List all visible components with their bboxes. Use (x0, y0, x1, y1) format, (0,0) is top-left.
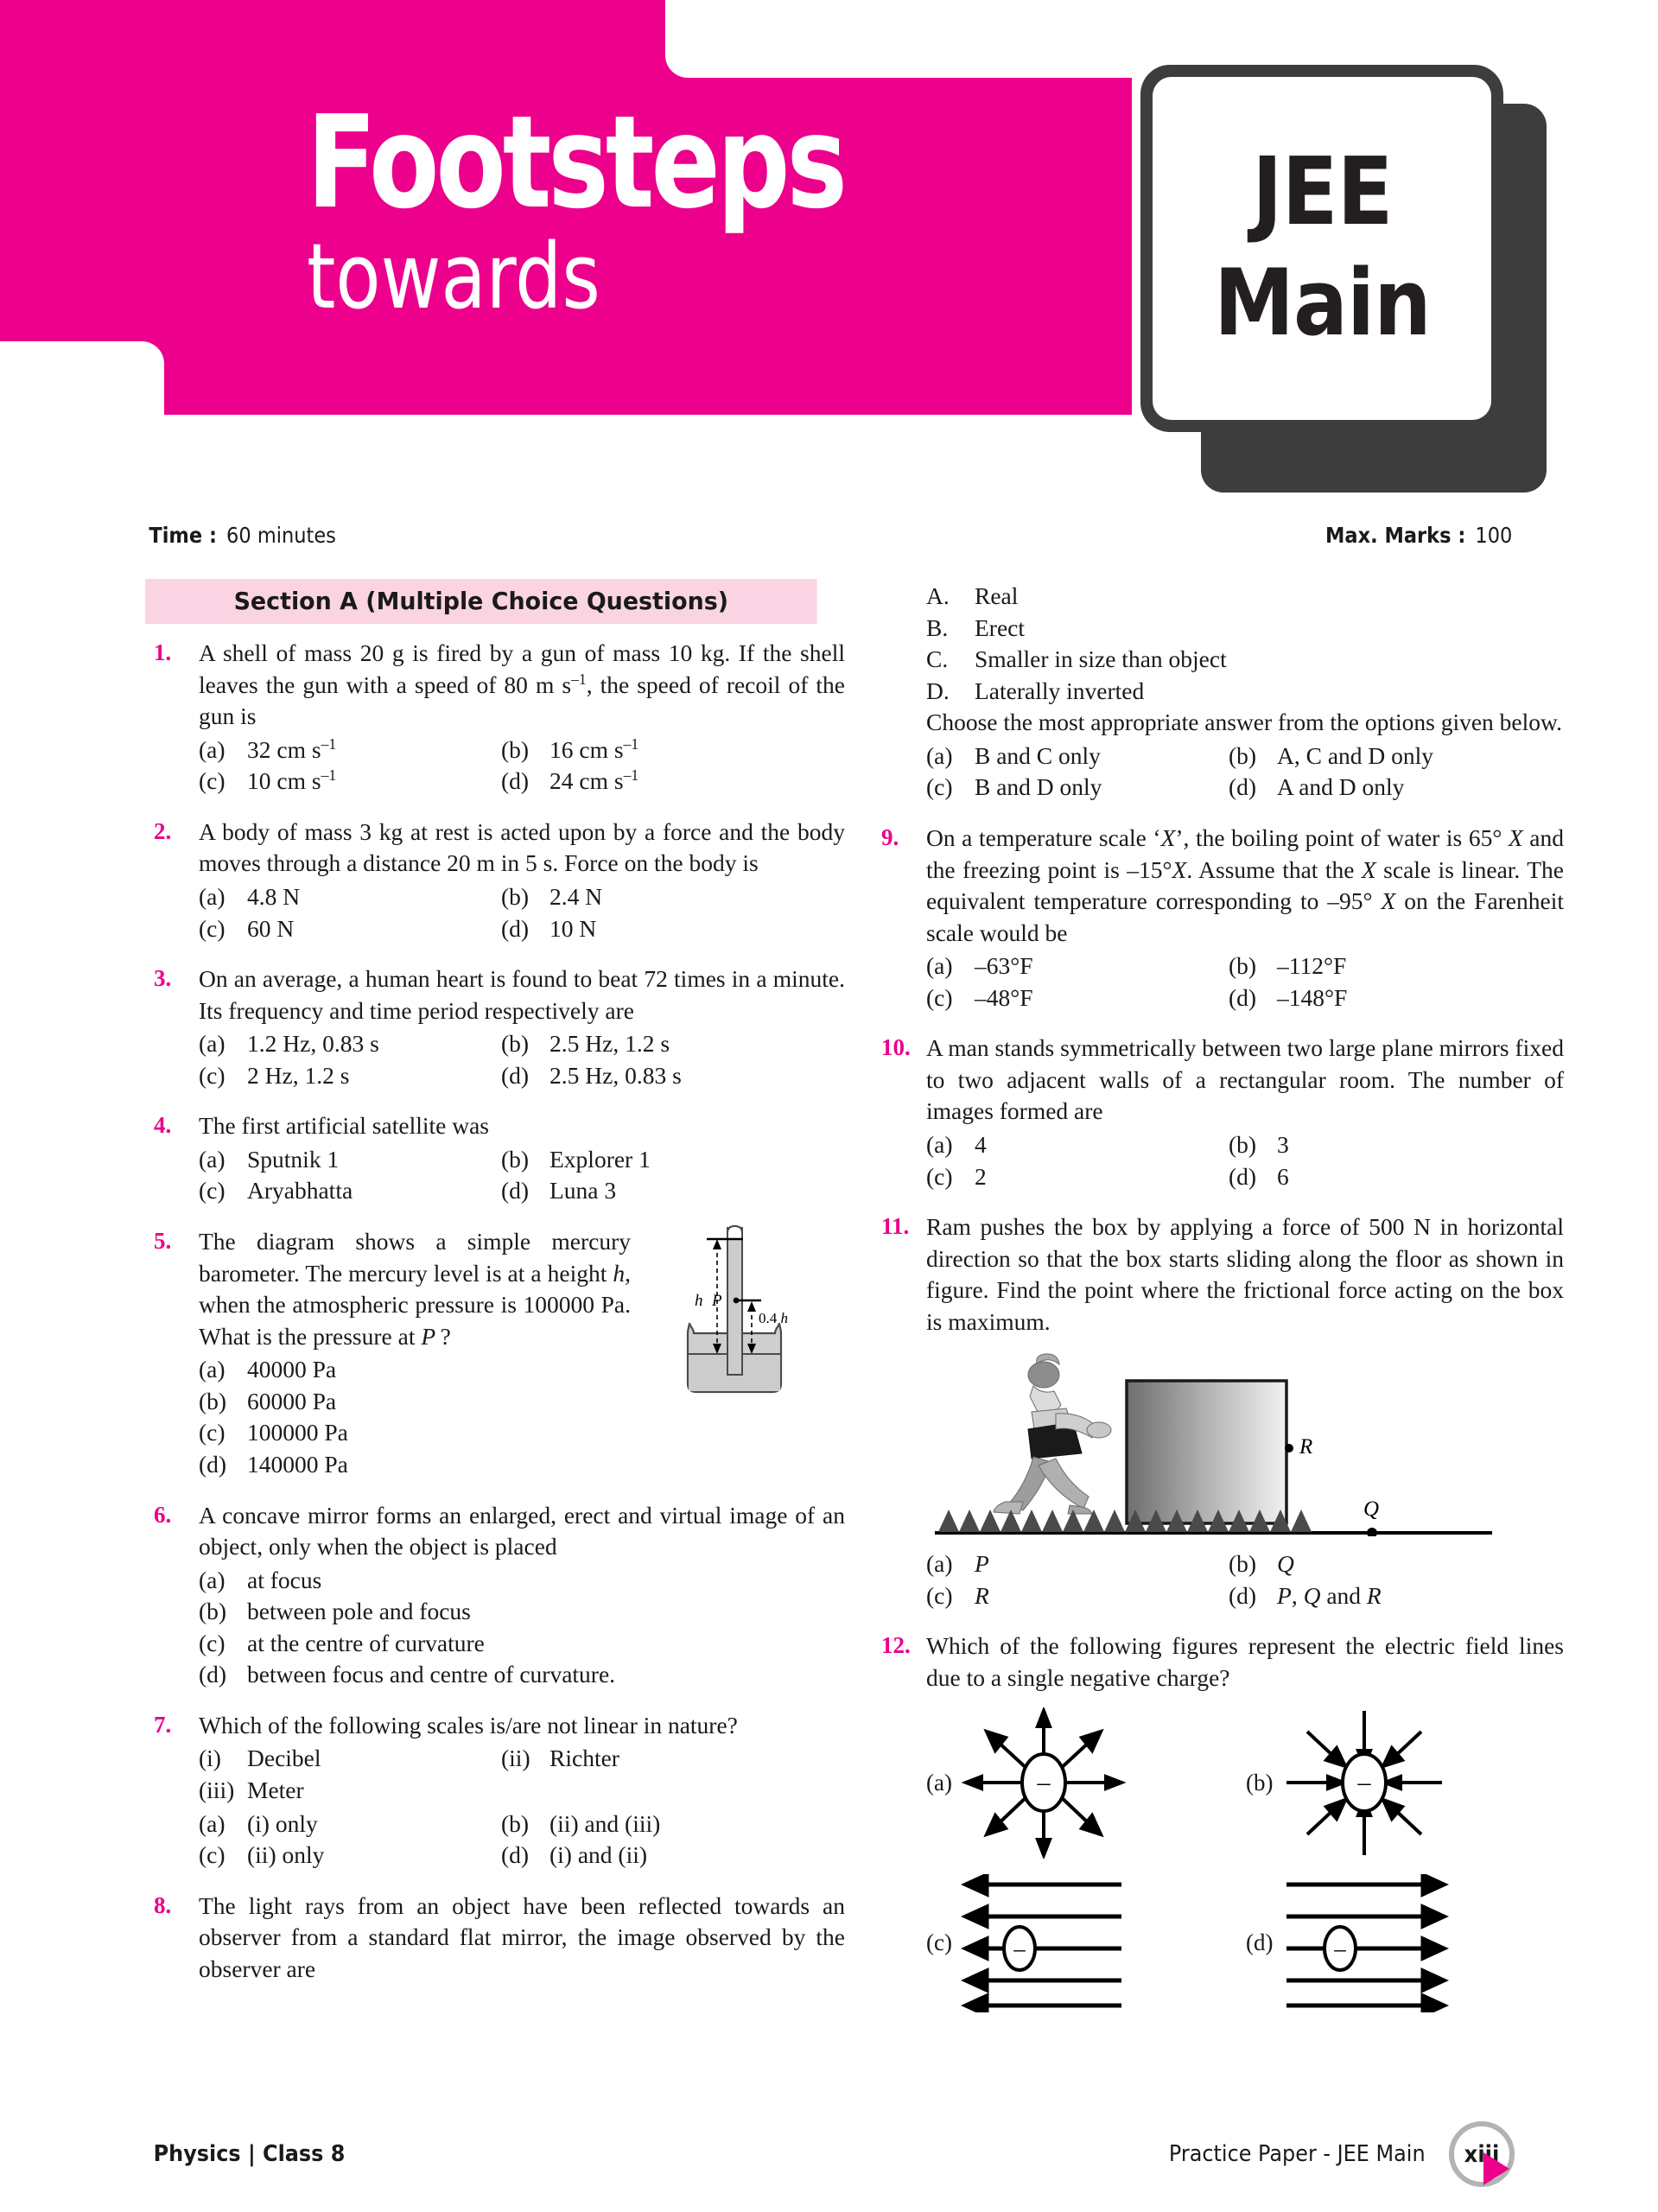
option-list (199, 1028, 845, 1091)
option-text: 60000 Pa (247, 1387, 337, 1414)
question-column-right (873, 579, 1564, 2031)
question-text: The diagram shows a simple mercury barometer. The mercury level is at a height h, when the atmospheric pressure is 100000 Pa. What is the pressure at P ? (199, 1228, 631, 1350)
option-text: P (975, 1549, 989, 1577)
option-d[interactable] (501, 1060, 845, 1092)
option-text: 2.5 Hz, 0.83 s (549, 1061, 682, 1089)
option-text: (ii) only (247, 1841, 325, 1869)
statement-label: (iii) (199, 1777, 235, 1803)
statement-label: (ii) (501, 1745, 530, 1772)
option-label: (a) (926, 1131, 953, 1158)
option-text: Q (1277, 1549, 1294, 1577)
option-label: (a) (199, 735, 226, 763)
uniform-right-field-icon (1278, 1874, 1464, 2012)
option-text: 1.2 Hz, 0.83 s (247, 1030, 379, 1058)
option-b[interactable] (501, 881, 845, 913)
option-list (926, 1129, 1564, 1192)
option-label: (d) (1229, 1162, 1257, 1190)
figure-label-Q: Q (1363, 1497, 1380, 1522)
option-a[interactable] (199, 1565, 845, 1597)
option-text: at the centre of curvature (247, 1629, 485, 1656)
option-b[interactable] (1229, 741, 1564, 772)
statement-i (199, 1743, 501, 1775)
option-c[interactable] (199, 1840, 501, 1872)
question-column-left (145, 579, 845, 2004)
statement-text: Smaller in size than object (975, 645, 1227, 673)
question-8-continued (873, 579, 1564, 804)
option-label: (c) (199, 1177, 226, 1205)
option-list (199, 734, 845, 798)
statement-label: (i) (199, 1745, 221, 1772)
brand-block (307, 88, 1084, 330)
play-triangle-icon (1483, 2152, 1509, 2185)
question-text: A body of mass 3 kg at rest is acted upon by a force and the body moves through a distance 20 m in 5 s. Force on the body is (199, 817, 845, 877)
option-b[interactable] (199, 1596, 845, 1628)
option-a[interactable] (199, 1144, 501, 1176)
section-a-header: Section A (Multiple Choice Questions) (145, 579, 817, 624)
marks-label: Max. Marks : (1324, 523, 1466, 548)
question-number: 1. (154, 639, 172, 665)
option-label: (b) (1229, 952, 1257, 980)
option-d[interactable] (1229, 1161, 1564, 1193)
figure-option-c[interactable] (926, 1874, 1246, 2012)
option-b[interactable] (1229, 950, 1564, 982)
option-label: (b) (501, 1809, 530, 1837)
option-label: (b) (1229, 1131, 1257, 1158)
option-label: (a) (926, 741, 953, 769)
figure-option-label: (d) (1246, 1929, 1274, 1956)
mercury-barometer-figure (664, 1223, 836, 1443)
page-footer (145, 2121, 1515, 2187)
option-text: –112°F (1277, 952, 1347, 980)
exam-meta-bar (145, 523, 1515, 548)
option-c[interactable] (926, 1580, 1229, 1612)
option-label: (d) (1229, 773, 1257, 801)
option-label: (a) (199, 1356, 226, 1383)
option-d[interactable] (501, 766, 845, 798)
option-text: 10 N (549, 914, 597, 942)
option-list (926, 1548, 1564, 1611)
option-text: B and D only (975, 773, 1102, 801)
pink-banner-notch-bottom-left (0, 341, 164, 419)
option-c[interactable] (926, 772, 1229, 804)
option-text: between pole and focus (247, 1598, 471, 1625)
option-text: (i) only (247, 1809, 318, 1837)
option-a[interactable] (199, 1808, 501, 1840)
statement-a (926, 581, 1564, 613)
statement-text: Laterally inverted (975, 677, 1145, 704)
figure-label-R: R (1299, 1435, 1313, 1459)
question-1 (145, 638, 845, 798)
question-text: A concave mirror forms an enlarged, erect and virtual image of an object, only when the object is placed (199, 1501, 845, 1560)
negative-charge-sign: – (1334, 1936, 1347, 1962)
jee-badge-line1: JEE (1251, 137, 1393, 246)
option-label: (c) (199, 1629, 226, 1656)
option-label: (a) (199, 882, 226, 910)
option-label: (b) (501, 735, 530, 763)
option-b[interactable] (501, 1144, 845, 1176)
page-number-badge (1449, 2121, 1515, 2187)
option-a[interactable] (199, 881, 501, 913)
question-number: 5. (154, 1228, 172, 1254)
radial-outward-field-icon (957, 1707, 1130, 1859)
field-figure-row-1 (926, 1707, 1564, 1859)
option-text: 32 cm $s^{-1}$ (247, 734, 337, 763)
negative-charge-sign: – (1013, 1936, 1026, 1962)
option-a[interactable] (199, 1028, 501, 1060)
uniform-left-field-icon (957, 1874, 1143, 2012)
option-label: (c) (926, 773, 953, 801)
option-label: (d) (1229, 1581, 1257, 1609)
figure-option-label: (c) (926, 1929, 952, 1956)
field-figure-row-2 (926, 1874, 1564, 2012)
option-label: (a) (926, 1549, 953, 1577)
statement-text: Richter (549, 1745, 619, 1772)
option-text: 4 (975, 1131, 987, 1158)
question-text: On an average, a human heart is found to beat 72 times in a minute. Its frequency and time period respectively are (199, 965, 845, 1024)
question-3 (145, 963, 845, 1091)
option-text: between focus and centre of curvature. (247, 1661, 616, 1688)
question-text: Which of the following scales is/are not linear in nature? (199, 1711, 738, 1738)
option-text: 6 (1277, 1162, 1289, 1190)
question-number: 4. (154, 1112, 172, 1139)
statement-label: B. (926, 613, 949, 641)
question-number-spacer (873, 579, 926, 804)
marks-value: 100 (1475, 523, 1513, 548)
option-text: B and C only (975, 741, 1101, 769)
option-text: Aryabhatta (247, 1177, 353, 1205)
option-text: A, C and D only (1277, 741, 1434, 769)
option-text: 100000 Pa (247, 1419, 348, 1446)
option-d[interactable] (501, 913, 845, 945)
option-label: (b) (199, 1598, 227, 1625)
footer-paper-title: Practice Paper - JEE Main (1169, 2141, 1426, 2167)
option-label: (b) (501, 882, 530, 910)
option-c[interactable] (199, 1060, 501, 1092)
statement-text: Erect (975, 613, 1026, 641)
option-c[interactable] (926, 982, 1229, 1014)
option-label: (c) (199, 1841, 226, 1869)
question-number: 8. (154, 1891, 172, 1918)
option-text: 40000 Pa (247, 1356, 337, 1383)
option-list (926, 950, 1564, 1014)
option-text: (i) and (ii) (549, 1841, 648, 1869)
statement-text: Decibel (247, 1745, 321, 1772)
option-c[interactable] (199, 1628, 845, 1660)
page-number: xiii (1464, 2140, 1500, 2168)
option-text: 10 cm $s^{-1}$ (247, 766, 337, 795)
negative-charge-sign: – (1357, 1768, 1371, 1797)
question-8 (145, 1891, 845, 1986)
option-label: (a) (199, 1566, 226, 1593)
option-list (926, 741, 1564, 804)
pink-banner-notch-top-right (665, 0, 1136, 78)
option-label: (c) (199, 1419, 226, 1446)
question-instruction: Choose the most appropriate answer from the options given below. (926, 709, 1562, 736)
option-b[interactable] (501, 1028, 845, 1060)
brand-subtitle: towards (307, 224, 600, 330)
question-text: The first artificial satellite was (199, 1112, 489, 1140)
option-a[interactable] (926, 1548, 1229, 1580)
statement-label: D. (926, 677, 950, 704)
option-list (199, 1565, 845, 1691)
option-a[interactable] (926, 741, 1229, 772)
statement-b (926, 613, 1564, 645)
option-label: (d) (1229, 983, 1257, 1011)
option-label: (a) (926, 952, 953, 980)
option-label: (c) (926, 983, 953, 1011)
question-number: 12. (881, 1632, 911, 1659)
statement-list (199, 1743, 845, 1806)
question-number: 11. (881, 1213, 910, 1240)
option-d[interactable] (1229, 772, 1564, 804)
option-label: (c) (199, 1061, 226, 1089)
statement-label: C. (926, 645, 949, 673)
option-text: 4.8 N (247, 882, 301, 910)
option-b[interactable] (501, 1808, 845, 1840)
option-b[interactable] (1229, 1548, 1564, 1580)
option-label: (b) (199, 1387, 227, 1414)
option-d[interactable] (199, 1449, 845, 1481)
statement-text: Meter (247, 1777, 304, 1803)
option-label: (b) (501, 1145, 530, 1173)
question-9 (873, 823, 1564, 1014)
question-12 (873, 1630, 1564, 2012)
question-text: Which of the following figures represent the electric field lines due to a single negative charge? (926, 1632, 1564, 1691)
question-text: A man stands symmetrically between two large plane mirrors fixed to two adjacent walls of a rectangular room. The number of images formed are (926, 1034, 1564, 1125)
question-7 (145, 1710, 845, 1872)
push-box-figure (926, 1346, 1564, 1545)
question-number: 10. (881, 1034, 911, 1061)
option-d[interactable] (199, 1659, 845, 1691)
marks-info (1318, 523, 1515, 548)
figure-option-label: (a) (926, 1769, 952, 1796)
option-text: Sputnik 1 (247, 1145, 340, 1173)
option-text: Luna 3 (549, 1177, 617, 1205)
footer-right (1158, 2121, 1515, 2187)
option-text: 2 Hz, 1.2 s (247, 1061, 350, 1089)
radial-inward-field-icon (1278, 1707, 1451, 1859)
option-text: –63°F (975, 952, 1033, 980)
option-text: 16 cm $s^{-1}$ (549, 734, 639, 763)
option-a[interactable] (199, 734, 501, 766)
jee-main-badge (1140, 65, 1503, 432)
option-d[interactable] (1229, 982, 1564, 1014)
statement-d (926, 676, 1564, 708)
option-text: –148°F (1277, 983, 1348, 1011)
question-number: 7. (154, 1711, 172, 1738)
option-c[interactable] (926, 1161, 1229, 1193)
option-text: 140000 Pa (247, 1450, 348, 1478)
option-list (199, 1808, 845, 1872)
question-10 (873, 1033, 1564, 1192)
question-number: 3. (154, 965, 172, 992)
question-5 (145, 1226, 845, 1481)
option-text: 3 (1277, 1131, 1289, 1158)
option-c[interactable] (199, 913, 501, 945)
option-text: 2.4 N (549, 882, 603, 910)
question-number: 6. (154, 1501, 172, 1528)
option-label: (d) (199, 1450, 227, 1478)
option-label: (a) (199, 1030, 226, 1058)
question-number: 9. (881, 823, 899, 850)
jee-badge-line2: Main (1213, 249, 1431, 356)
option-a[interactable] (926, 1129, 1229, 1161)
option-text: R (975, 1581, 989, 1609)
question-number: 2. (154, 817, 172, 844)
option-text: Explorer 1 (549, 1145, 651, 1173)
barometer-label-P: P (712, 1292, 722, 1310)
option-text: A and D only (1277, 773, 1405, 801)
time-label: Time : (149, 523, 217, 548)
figure-option-d[interactable] (1246, 1874, 1464, 2012)
option-label: (c) (926, 1581, 953, 1609)
page-header (0, 0, 1658, 501)
option-list (199, 881, 845, 944)
option-text: at focus (247, 1566, 322, 1593)
question-2 (145, 817, 845, 944)
question-text: A shell of mass 20 g is fired by a gun of mass 10 kg. If the shell leaves the gun with a speed of 80 m $s^{-1}$, the speed of recoil of the gun is (199, 639, 845, 730)
option-d[interactable] (501, 1175, 845, 1207)
option-d[interactable] (501, 1840, 845, 1872)
option-label: (a) (199, 1809, 226, 1837)
question-text: On a temperature scale ‘X’, the boiling point of water is 65° X and the freezing point is –15°X. Assume that the X scale is linear. The equivalent temperature corresponding to –95° X on the Farenheit scale would be (926, 823, 1564, 946)
option-label: (d) (199, 1661, 227, 1688)
option-b[interactable] (1229, 1129, 1564, 1161)
figure-option-label: (b) (1246, 1769, 1274, 1796)
option-label: (b) (1229, 1549, 1257, 1577)
option-label: (d) (501, 767, 530, 795)
option-d[interactable] (1229, 1580, 1564, 1612)
option-label: (c) (199, 914, 226, 942)
option-label: (c) (199, 767, 226, 795)
question-text: Ram pushes the box by applying a force of 500 N in horizontal direction so that the box starts sliding along the floor as shown in figure. Find the point where the frictional force acting on the box is maximum. (926, 1213, 1564, 1335)
option-text: P, Q and R (1277, 1581, 1382, 1609)
statement-iii (199, 1775, 845, 1807)
option-label: (c) (926, 1162, 953, 1190)
brand-title: Footsteps (307, 88, 844, 237)
statement-text: Real (975, 582, 1019, 609)
statement-list (926, 581, 1564, 707)
option-c[interactable] (199, 1175, 501, 1207)
option-label: (b) (501, 1030, 530, 1058)
option-label: (d) (501, 1177, 530, 1205)
option-text: 2.5 Hz, 1.2 s (549, 1030, 670, 1058)
option-text: 60 N (247, 914, 295, 942)
figure-option-a[interactable] (926, 1707, 1246, 1859)
option-label: (b) (1229, 741, 1257, 769)
option-label: (d) (501, 1841, 530, 1869)
question-11 (873, 1211, 1564, 1611)
option-label: (d) (501, 914, 530, 942)
time-value: 60 minutes (226, 523, 337, 548)
option-text: 2 (975, 1162, 987, 1190)
question-4 (145, 1110, 845, 1207)
barometer-label-h: h (695, 1292, 703, 1310)
option-a[interactable] (926, 950, 1229, 982)
statement-c (926, 644, 1564, 676)
statement-ii (501, 1743, 845, 1775)
figure-option-b[interactable] (1246, 1707, 1451, 1859)
option-label: (a) (199, 1145, 226, 1173)
option-text: –48°F (975, 983, 1033, 1011)
option-text: (ii) and (iii) (549, 1809, 661, 1837)
time-info (145, 523, 342, 548)
option-b[interactable] (501, 734, 845, 766)
option-text: 24 cm $s^{-1}$ (549, 766, 639, 795)
negative-charge-sign: – (1037, 1768, 1051, 1797)
question-text: The light rays from an object have been reflected towards an observer from a standard flat mirror, the image observed by the observer are (199, 1891, 845, 1982)
statement-label: A. (926, 582, 950, 609)
option-c[interactable] (199, 766, 501, 798)
option-list (199, 1144, 845, 1207)
footer-subject: Physics | Class 8 (153, 2141, 346, 2167)
barometer-label-04h: 0.4 h (759, 1310, 788, 1326)
question-6 (145, 1500, 845, 1691)
option-label: (d) (501, 1061, 530, 1089)
